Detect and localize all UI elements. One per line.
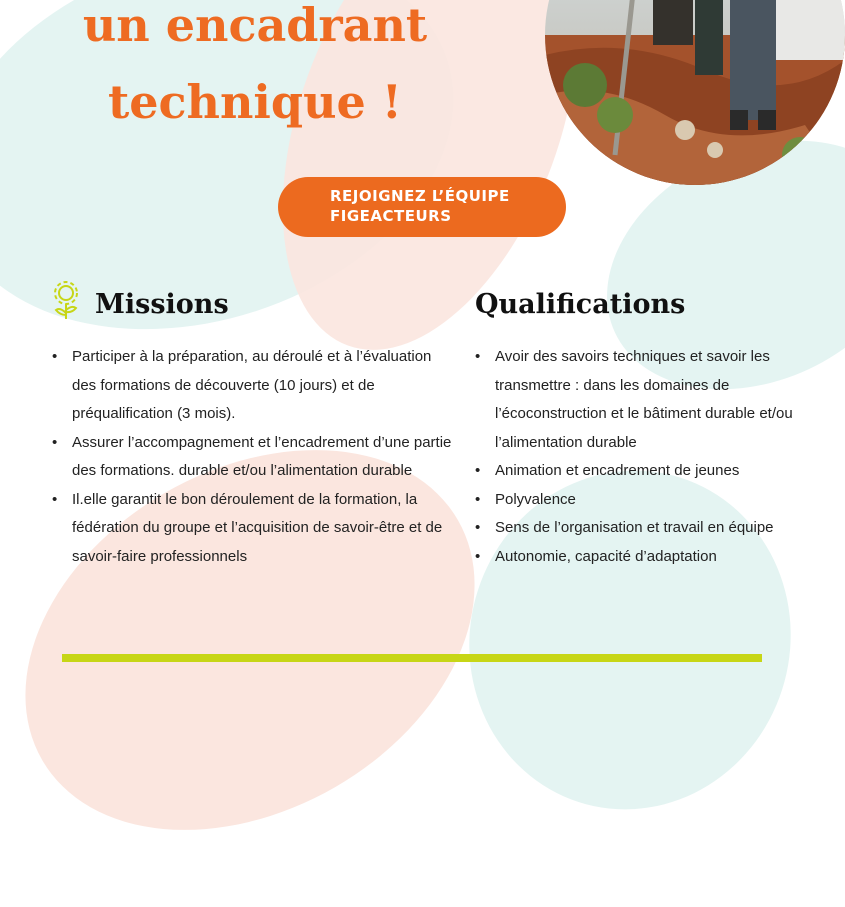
join-team-button[interactable] [278, 177, 566, 237]
qualifications-list [475, 343, 810, 571]
divider [62, 654, 762, 662]
list-item: • Participer à la préparation, au déroulé et à l’évaluation des formations de découverte (10 jours) et de préqualification (3 mois). [52, 343, 452, 429]
list-item: • Il.elle garantit le bon déroulement de la formation, la fédération du groupe et l’acquisition de savoir-être et de savoir-faire professionnels [52, 486, 452, 572]
headline-line-1: un encadrant [82, 0, 428, 52]
list-item: • Autonomie, capacité d’adaptation [475, 543, 810, 572]
gear-flower-icon [48, 277, 84, 321]
list-item: • Assurer l’accompagnement et l’encadrement d’une partie des formations. durable et/ou l’alimentation durable [52, 429, 452, 486]
headline-line-2: technique ! [108, 75, 402, 129]
missions-list [52, 343, 452, 571]
list-item: • Avoir des savoirs techniques et savoir les transmettre : dans les domaines de l’écoconstruction et le bâtiment durable et/ou l’alimentation durable [475, 343, 810, 457]
list-item: • Sens de l’organisation et travail en équipe [475, 514, 810, 543]
missions-title: Missions [95, 289, 229, 320]
qualifications-title: Qualifications [475, 289, 686, 320]
list-item: • Animation et encadrement de jeunes [475, 457, 810, 486]
join-team-button-line-2: FIGEACTEURS [330, 207, 452, 225]
list-item: • Polyvalence [475, 486, 810, 515]
join-team-button-line-1: REJOIGNEZ L’ÉQUIPE [330, 187, 510, 205]
